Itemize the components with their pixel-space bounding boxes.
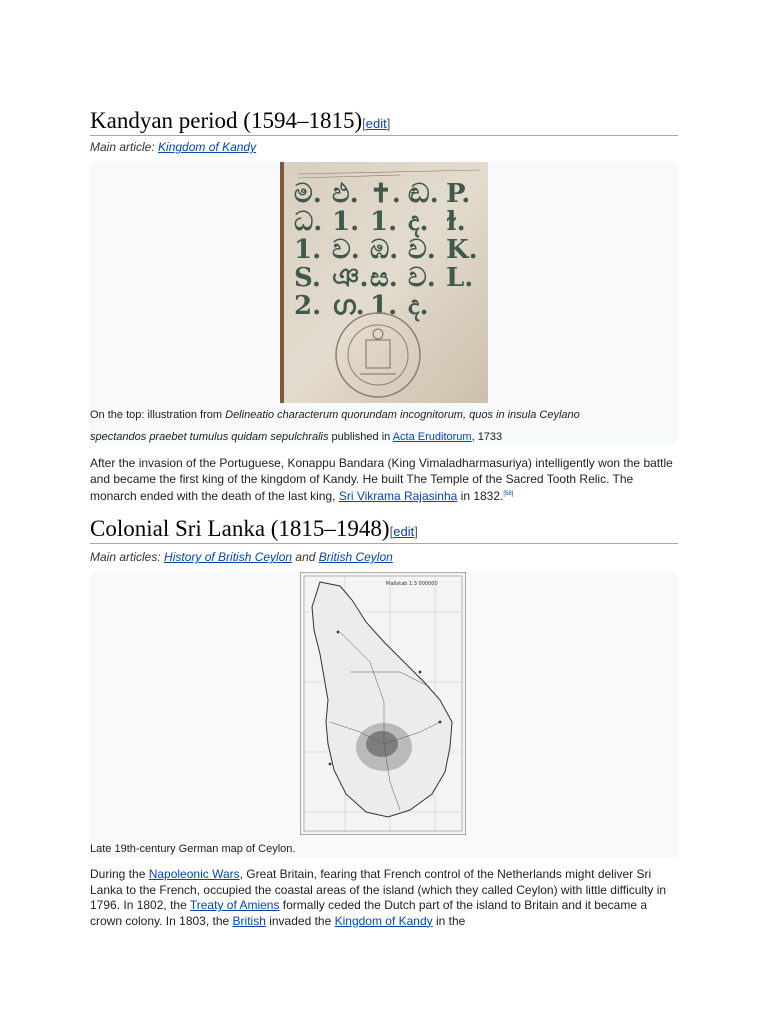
thumbnail-box	[90, 572, 678, 858]
glyph-mark: ɫ.	[446, 207, 466, 237]
caption-work-title-cont: spectandos praebet tumulus quidam sepulchralis	[90, 431, 329, 443]
glyph-mark: ස.	[370, 263, 398, 293]
glyph-mark: ✝.	[370, 179, 401, 209]
hatnote-prefix: Main article:	[90, 140, 159, 154]
acta-eruditorum-link[interactable]: Acta Eruditorum	[392, 431, 472, 443]
hatnote	[90, 140, 256, 154]
paragraph-text: invaded the	[265, 913, 335, 928]
history-british-ceylon-link[interactable]: History of British Ceylon	[164, 550, 293, 564]
glyph-mark: S.	[294, 263, 321, 293]
british-link[interactable]: British	[232, 913, 266, 928]
glyph-mark: 1.	[294, 235, 322, 265]
map-scale-label: Maßstab 1:3 000000	[386, 581, 438, 587]
thumbnail-box	[90, 162, 678, 444]
glyph-mark: 2.	[294, 291, 322, 321]
paragraph-text: , Great Britain, fearing that French control of the Netherlands might deliver Sri Lanka to the French, occupied the coastal areas of the island (which they called Ceylon) with little difficulty in 1796. In 1802, the	[90, 867, 667, 912]
bracket: [	[389, 524, 394, 539]
caption-text: published in	[328, 431, 393, 443]
paragraph-text: After the invasion of the Portuguese, Konappu Bandara (King Vimaladharmasuriya) intelligently won the battle and became the first king of the kingdom of Kandy. He built The Temple of the Sacred Tooth Relic. The monarch ended with the death of the last king,	[90, 456, 673, 503]
glyph-mark: ව.	[332, 235, 360, 265]
edit-link[interactable]: edit	[365, 116, 387, 131]
edit-section-link-wrapper	[362, 116, 390, 131]
bracket: ]	[386, 116, 391, 131]
edit-link[interactable]: edit	[393, 524, 415, 539]
edit-section-link-wrapper	[390, 524, 418, 539]
caption-text: On the top: illustration from	[90, 409, 226, 421]
kingdom-of-kandy-link[interactable]: Kingdom of Kandy	[334, 913, 433, 928]
glyph-mark: 1.	[370, 207, 398, 237]
paragraph-text: During the	[90, 867, 149, 881]
section-title: Colonial Sri Lanka (1815–1948)	[90, 516, 390, 541]
glyph-mark: ව.	[408, 263, 436, 293]
paragraph-text: in 1832.	[457, 489, 504, 503]
glyph-mark: ද.	[408, 207, 429, 237]
glyph-mark: ධ.	[294, 207, 323, 237]
glyph-mark: K.	[446, 235, 478, 265]
hatnote-and: and	[292, 550, 319, 564]
glyph-mark: ഗ.	[332, 291, 365, 321]
glyph-mark: ඬ.	[408, 179, 439, 209]
british-ceylon-link[interactable]: British Ceylon	[318, 550, 393, 564]
bracket: [	[362, 116, 366, 131]
glyph-mark: P.	[446, 179, 471, 209]
hatnote	[90, 550, 393, 564]
paragraph-colonial	[90, 867, 680, 929]
paragraph-kandyan	[90, 456, 680, 505]
section-heading-kandyan	[90, 108, 678, 136]
glyph-mark: L.	[446, 263, 474, 293]
napoleonic-wars-link[interactable]: Napoleonic Wars	[148, 867, 240, 881]
figure-caption	[90, 838, 680, 860]
paragraph-text: in the	[432, 913, 466, 928]
caption-text: Late 19th-century German map of Ceylon.	[90, 843, 296, 855]
bracket: ]	[414, 524, 418, 539]
glyph-mark: ঞ.	[332, 263, 369, 293]
glyph-mark: 1.	[332, 207, 360, 237]
section-heading-colonial	[90, 516, 678, 544]
paragraph-text: formally ceded the Dutch part of the island to Britain and it became a crown colony. In 1803, the	[90, 898, 648, 928]
glyph-mark: ඵ.	[332, 179, 359, 209]
glyph-mark: 1.	[370, 291, 398, 321]
glyph-mark: ද.	[408, 291, 429, 321]
caption-work-title: Delineatio characterum quorundam incognitorum, quos in insula Ceylano	[225, 409, 580, 421]
glyph-mark: ව.	[408, 235, 436, 265]
main-article-link[interactable]: Kingdom of Kandy	[158, 140, 257, 154]
figure-caption	[90, 404, 680, 448]
treaty-of-amiens-link[interactable]: Treaty of Amiens	[189, 898, 280, 912]
hatnote-prefix: Main articles:	[90, 550, 165, 564]
section-title: Kandyan period (1594–1815)	[90, 108, 363, 133]
ceylon-map-image[interactable]	[300, 572, 466, 835]
caption-year: , 1733	[471, 431, 503, 443]
glyph-mark: ම.	[294, 179, 322, 209]
manuscript-illustration[interactable]	[280, 162, 488, 403]
reference-link[interactable]: [58]	[503, 491, 514, 497]
sri-vikrama-link[interactable]: Sri Vikrama Rajasinha	[338, 489, 458, 503]
glyph-mark: ඹ.	[370, 235, 399, 265]
